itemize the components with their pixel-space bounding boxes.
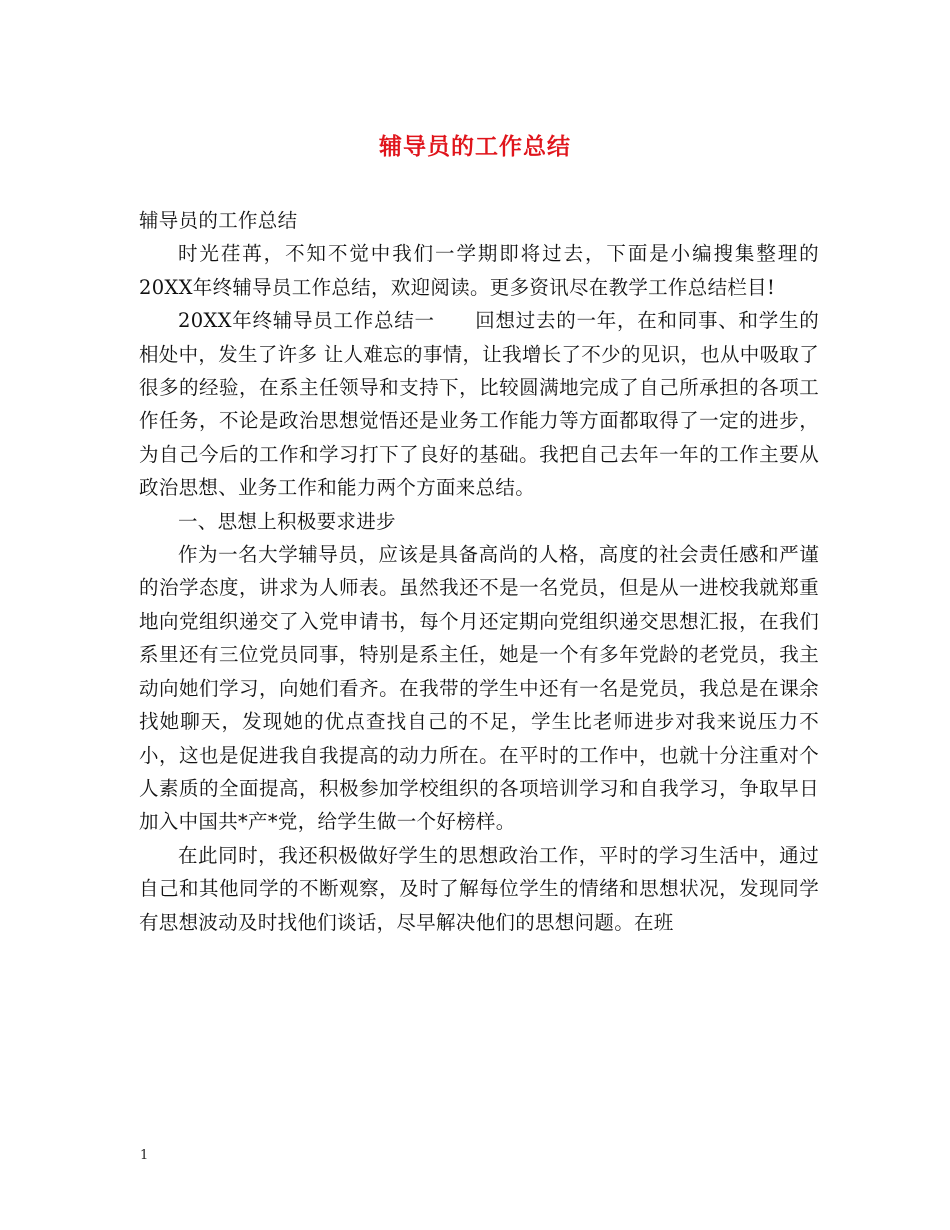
body-paragraph: 时光荏苒，不知不觉中我们一学期即将过去，下面是小编搜集整理的20XX年终辅导员工作总结，欢迎阅读。更多资讯尽在教学工作总结栏目! [139,242,819,299]
body-paragraph: 作为一名大学辅导员，应该是具备高尚的人格，高度的社会责任感和严谨的治学态度，讲求为人师表。虽然我还不是一名党员，但是从一进校我就郑重地向党组织递交了入党申请书，每个月还定期向党组织递交思想汇报，在我们系里还有三位党员同事，特别是系主任，她是一个有多年党龄的老党员，我主动向她们学习，向她们看齐。在我带的学生中还有一名是党员，我总是在课余找她聊天，发现她的优点查找自己的不足，学生比老师进步对我来说压力不小，这也是促进我自我提高的动力所在。在平时的工作中，也就十分注重对个人素质的全面提高，积极参加学校组织的各项培训学习和自我学习，争取早日加入中国共*产*党，给学生做一个好榜样。 [139,543,819,834]
document-body [139,204,819,939]
body-paragraph: 在此同时，我还积极做好学生的思想政治工作，平时的学习生活中，通过自己和其他同学的不断观察，及时了解每位学生的情绪和思想状况，发现同学有思想波动及时找他们谈话，尽早解决他们的思想问题。在班 [139,843,819,934]
page-number: 1 [140,1148,149,1163]
body-paragraph: 辅导员的工作总结 [139,209,298,232]
document-title: 辅导员的工作总结 [379,134,571,160]
body-paragraph: 20XX年终辅导员工作总结一 回想过去的一年，在和同事、和学生的相处中，发生了许多 让人难忘的事情，让我增长了不少的见识，也从中吸取了很多的经验，在系主任领导和支持下，比较圆满地完成了自己所承担的各项工作任务，不论是政治思想觉悟还是业务工作能力等方面都取得了一定的进步，为自己今后的工作和学习打下了良好的基础。我把自己去年一年的工作主要从政治思想、业务工作和能力两个方面来总结。 [139,309,819,500]
section-heading: 一、思想上积极要求进步 [178,509,396,533]
